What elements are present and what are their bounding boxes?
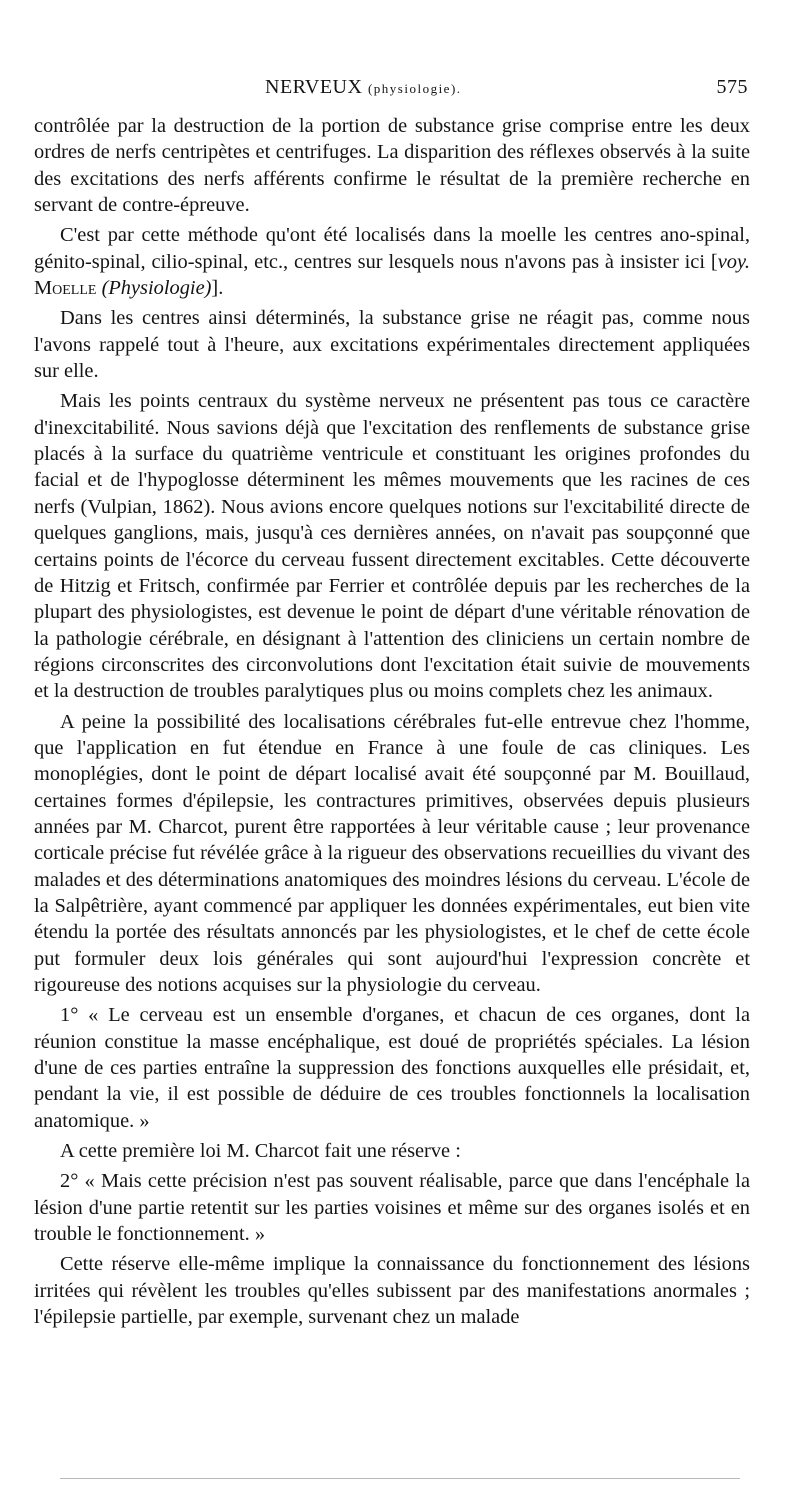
body-text: [34, 113, 750, 1330]
header-title: [265, 76, 462, 99]
paragraph: Dans les centres ainsi déterminés, la substance grise ne réagit pas, comme nous l'avons rappelé tout à l'heure, aux excitations expérimentales directement appliquées sur elle.: [34, 307, 750, 383]
paragraph: A peine la possibilité des localisations cérébrales fut-elle entrevue chez l'homme, que l'application en fut étendue en France à une foule de cas cliniques. Les monoplégies, dont le point de départ localisé avait été soupçonné par M. Bouillaud, certaines formes d'épilepsie, les contractures primitives, observées depuis plusieurs années par M. Charcot, purent être rapportées à leur véritable cause ; leur provenance corticale précise fut révélée grâce à la rigueur des observations recueillies du vivant des malades et des déterminations anatomiques des moindres lésions du cerveau. L'école de la Salpêtrière, ayant commencé par appliquer les données expérimentales, eut bien vite étendu la portée des résultats annoncés par les physiologistes, et le chef de cette école put formuler deux lois générales qui sont aujourd'hui l'expression concrète et rigoureuse des notions acquises sur la physiologie du cerveau.: [34, 710, 750, 996]
paragraph-text: C'est par cette méthode qu'ont été localisés dans la moelle les centres ano-spinal, génito-spinal, cilio-spinal, etc., centres sur lesquels nous n'avons pas à insister ici [: [34, 224, 750, 273]
reference-voy: voy.: [717, 250, 750, 273]
paragraph: 2° « Mais cette précision n'est pas souvent réalisable, parce que dans l'encéphale la lésion d'une partie retentit sur les parties voisines et même sur des organes isolés et en trouble le fonctionnement. »: [34, 1170, 750, 1246]
paragraph: Mais les points centraux du système nerveux ne présentent pas tous ce caractère d'inexcitabilité. Nous savions déjà que l'excitation des renflements de substance grise placés à la surface du quatrième ventricule et constituant les origines profondes du facial et de l'hypoglosse déterminent les mêmes mouvements que les racines de ces nerfs (Vulpian, 1862). Nous avions encore quelques notions sur l'excitabilité directe de quelques ganglions, mais, jusqu'à ces dernières années, on n'avait pas soupçonné que certains points de l'écorce du cerveau fussent directement excitables. Cette découverte de Hitzig et Fritsch, confirmée par Ferrier et contrôlée depuis par les recherches de la plupart des physiologistes, est devenue le point de départ d'une véritable rénovation de la pathologie cérébrale, en désignant à l'attention des cliniciens un certain nombre de régions circonscrites des circonvolutions dont l'excitation était suivie de mouvements et la destruction de troubles paralytiques plus ou moins complets chez les animaux.: [34, 390, 750, 703]
header-title-main: NERVEUX: [265, 76, 363, 98]
paragraph: A cette première loi M. Charcot fait une réserve :: [60, 1140, 461, 1163]
paragraph: [34, 222, 750, 301]
running-header: [0, 76, 800, 104]
paragraph: 1° « Le cerveau est un ensemble d'organes, et chacun de ces organes, dont la réunion constitue la masse encéphalique, est doué de propriétés spéciales. La lésion d'une de ces parties entraîne la suppression des fonctions auxquelles elle présidait, et, pendant la vie, il est possible de déduire de ces troubles fonctionnels la localisation anatomique. »: [34, 1004, 750, 1132]
header-subtitle: (physiologie).: [367, 81, 462, 96]
paragraph: Cette réserve elle-même implique la connaissance du fonctionnement des lésions irritées qui révèlent les troubles qu'elles subissent par des manifestations anormales ; l'épilepsie partielle, par exemple, survenant chez un malade: [34, 1253, 750, 1329]
scan-artifact-line: [60, 1478, 740, 1479]
page-number: 575: [716, 76, 748, 98]
paragraph: contrôlée par la destruction de la portion de substance grise comprise entre les deux ordres de nerfs centripètes et centrifuges. La disparition des réflexes observés à la suite des excitations des nerfs afférents confirme le résultat de la première recherche en servant de contre-épreuve.: [34, 115, 750, 217]
paragraph-text-end: ].: [211, 277, 224, 300]
reference-subject: (Physiologie): [101, 277, 212, 300]
reference-name: Moelle: [34, 277, 97, 300]
